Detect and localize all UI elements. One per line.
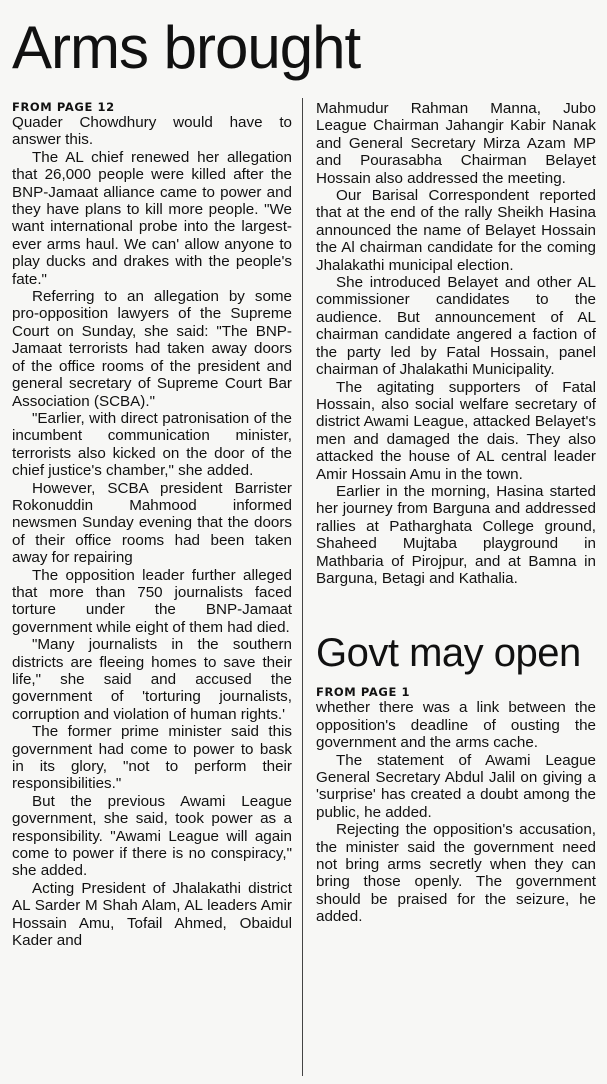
paragraph: Earlier in the morning, Hasina started her journey from Barguna and addressed rallies at Patharghata College ground, Shaheed Mujtaba playground in Mathbaria of Pirojpur, and at Bamna in Barguna, Betagi and Kathalia.	[316, 482, 596, 587]
paragraph: Referring to an allegation by some pro-opposition lawyers of the Supreme Court on Sunday, she said: "The BNP-Jamaat terrorists had taken away doors of the office rooms of the president and general secretary of Supreme Court Bar Association (SCBA)."	[12, 288, 292, 410]
second-headline: Govt may open	[316, 631, 581, 676]
headline: Arms brought	[12, 14, 361, 81]
paragraph: The former prime minister said this government had come to power to bask in its glory, "not to perform their responsibilities."	[12, 723, 292, 793]
paragraph: Acting President of Jhalakathi district AL Sarder M Shah Alam, AL leaders Amir Hossain Amu, Tofail Ahmed, Obaidul Kader and	[12, 879, 292, 950]
paragraph: The statement of Awami League General Secretary Abdul Jalil on giving a 'surprise' has created a doubt among the public, he added.	[316, 751, 596, 821]
paragraph: But the previous Awami League government, she said, took power as a responsibility. "Awami League will again come to power if there is no conspiracy," she added.	[12, 792, 292, 880]
paragraph: whether there was a link between the opposition's deadline of ousting the government and the arms cache.	[316, 699, 596, 752]
paragraph: Quader Chowdhury would have to answer this.	[12, 114, 292, 149]
column-divider	[302, 98, 303, 1076]
jump-line: FROM PAGE 1	[316, 685, 411, 700]
paragraph: "Earlier, with direct patronisation of the incumbent communication minister, terrorists also kicked on the door of the chief justice's chamber," she added.	[12, 409, 292, 480]
right-column	[316, 100, 596, 926]
paragraph: Mahmudur Rahman Manna, Jubo League Chairman Jahangir Kabir Nanak and General Secretary Mirza Azam MP and Pourasabha Chairman Belayet Hossain also addressed the meeting.	[316, 100, 596, 187]
paragraph: The agitating supporters of Fatal Hossain, also social welfare secretary of district Awami League, attacked Belayet's men and damaged the dais. They also attacked the house of AL central leader Amir Hossain Amu in the town.	[316, 378, 596, 483]
paragraph: However, SCBA president Barrister Rokonuddin Mahmood informed newsmen Sunday evening that the doors of their office rooms had been taken away for repairing	[12, 479, 292, 567]
paragraph: Our Barisal Correspondent reported that at the end of the rally Sheikh Hasina announced the name of Belayet Hossain the Al chairman candidate for the coming Jhalakathi municipal election.	[316, 187, 596, 274]
jump-line: FROM PAGE 12	[12, 100, 115, 114]
left-column	[12, 100, 292, 950]
paragraph: The opposition leader further alleged that more than 750 journalists faced torture under the BNP-Jamaat government while eight of them had died.	[12, 566, 292, 636]
paragraph: She introduced Belayet and other AL commissioner candidates to the audience. But announcement of AL chairman candidate angered a faction of the party led by Fatal Hossain, panel chairman of Jhalakathi Municipality.	[316, 274, 596, 379]
paragraph: "Many journalists in the southern districts are fleeing homes to save their life," she said and accused the government of 'torturing journalists, corruption and violation of human rights.'	[12, 636, 292, 723]
paragraph: Rejecting the opposition's accusation, the minister said the government need not bring arms secretly when they can bring those openly. The government should be praised for the seizure, he added.	[316, 821, 596, 926]
paragraph: The AL chief renewed her allegation that 26,000 people were killed after the BNP-Jamaat alliance came to power and they have plans to kill more people. "We want international probe into the largest-ever arms haul. We can' allow anyone to play ducks and drakes with the people's fate."	[12, 148, 292, 288]
